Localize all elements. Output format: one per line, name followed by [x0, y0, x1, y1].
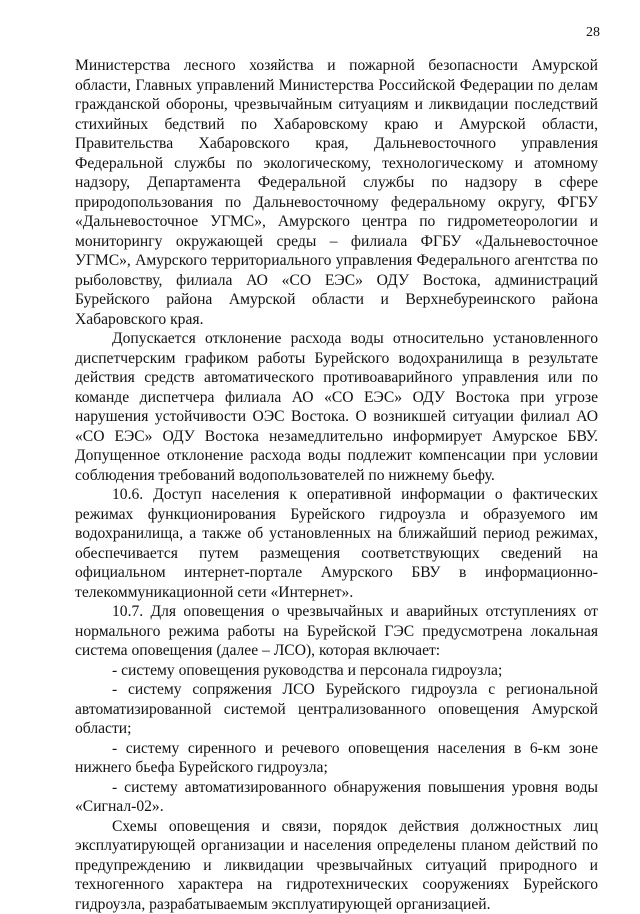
document-body — [75, 56, 598, 914]
paragraph-10-7: 10.7. Для оповещения о чрезвычайных и аварийных отступлениях от нормального режима работы на Бурейской ГЭС предусмотрена локальная система оповещения (далее – ЛСО), которая включает: — [75, 602, 598, 661]
page-number: 28 — [586, 24, 600, 42]
paragraph-flow-deviation: Допускается отклонение расхода воды относительно установленного диспетчерским графиком работы Бурейского водохранилища в результате действия средств автоматического противоаварийного управления или по команде диспетчера филиала АО «СО ЕЭС» ОДУ Востока при угрозе нарушения устойчивости ОЭС Востока. О возникшей ситуации филиал АО «СО ЕЭС» ОДУ Востока незамедлительно информирует Амурское БВУ. Допущенное отклонение расхода воды подлежит компенсации при условии соблюдения требований водопользователей по нижнему бьефу. — [75, 329, 598, 485]
list-item-notification-staff: - систему оповещения руководства и персонала гидроузла; — [75, 661, 598, 681]
list-item-siren-system: - систему сиренного и речевого оповещения населения в 6-км зоне нижнего бьефа Бурейского гидроузла; — [75, 739, 598, 778]
paragraph-continued: Министерства лесного хозяйства и пожарной безопасности Амурской области, Главных управлений Министерства Российской Федерации по делам гражданской обороны, чрезвычайным ситуациям и ликвидации последствий стихийных бедствий по Хабаровскому краю и Амурской области, Правительства Хабаровского края, Дальневосточного управления Федеральной службы по экологическому, технологическому и атомному надзору, Департамента Федеральной службы по надзору в сфере природопользования по Дальневосточному федеральному округу, ФГБУ «Дальневосточное УГМС», Амурского центра по гидрометеорологии и мониторингу окружающей среды – филиала ФГБУ «Дальневосточное УГМС», Амурского территориального управления Федерального агентства по рыболовству, филиала АО «СО ЕЭС» ОДУ Востока, администраций Бурейского района Амурской области и Верхнебуреинского района Хабаровского края. — [75, 56, 598, 329]
list-item-regional-system: - систему сопряжения ЛСО Бурейского гидроузла с региональной автоматизированной системой централизованного оповещения Амурской области; — [75, 680, 598, 739]
list-item-signal-02: - систему автоматизированного обнаружения повышения уровня воды «Сигнал-02». — [75, 778, 598, 817]
paragraph-10-6: 10.6. Доступ населения к оперативной информации о фактических режимах функционирования Бурейского гидроузла и образуемого им водохранилища, а также об установленных на ближайший период режимах, обеспечивается путем размещения соответствующих сведений на официальном интернет-портале Амурского БВУ в информационно-телекоммуникационной сети «Интернет». — [75, 485, 598, 602]
paragraph-schemes: Схемы оповещения и связи, порядок действия должностных лиц эксплуатирующей организации и населения определены планом действий по предупреждению и ликвидации чрезвычайных ситуаций природного и техногенного характера на гидротехнических сооружениях Бурейского гидроузла, разрабатываемым эксплуатирующей организацией. — [75, 817, 598, 914]
